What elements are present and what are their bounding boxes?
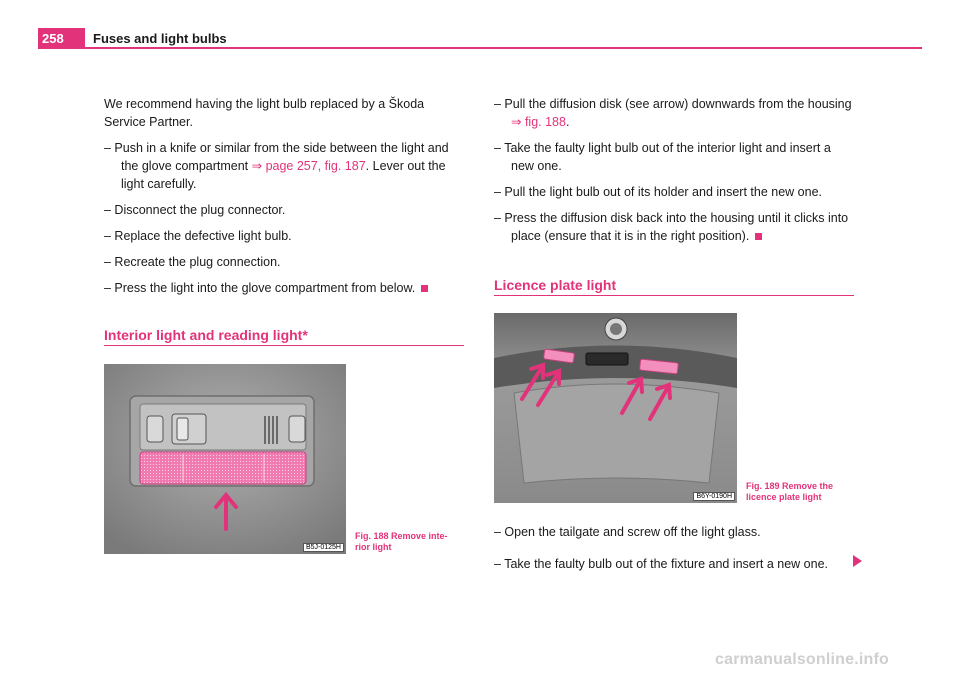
- figure-189-code: B6Y-0190H: [693, 492, 735, 501]
- left-step-5-text: – Press the light into the glove compartment from below.: [104, 281, 416, 295]
- figure-188-caption-line2: rior light: [355, 542, 392, 552]
- left-step-4: – Recreate the plug connection.: [104, 255, 281, 269]
- licence-steps: [494, 523, 856, 581]
- left-step-1: [104, 139, 466, 193]
- section-rule-interior: [104, 345, 464, 346]
- header-title: Fuses and light bulbs: [93, 31, 227, 46]
- figure-189-licence-plate-light: [494, 313, 737, 503]
- page-number: 258: [42, 31, 64, 46]
- right-step-1: [494, 95, 856, 131]
- licence-step-1: – Open the tailgate and screw off the light glass.: [494, 525, 761, 539]
- header-rule: [38, 47, 922, 49]
- right-column: [494, 95, 856, 253]
- right-step-4-text: – Press the diffusion disk back into the housing until it clicks into place (ensure that it is in the right position).: [494, 211, 849, 243]
- figure-189-caption-line2: licence plate light: [746, 492, 822, 502]
- left-step-2: – Disconnect the plug connector.: [104, 203, 286, 217]
- fig-188-link[interactable]: ⇒ fig. 188: [511, 115, 566, 129]
- left-step-3: – Replace the defective light bulb.: [104, 229, 292, 243]
- figure-188-interior-light: [104, 364, 346, 554]
- right-step-2: – Take the faulty light bulb out of the interior light and insert a new one.: [494, 141, 831, 173]
- licence-plate-light-illustration: [494, 313, 737, 503]
- section-title-interior-light: Interior light and reading light*: [104, 327, 308, 343]
- left-column: [104, 95, 466, 305]
- figure-189-caption-line1: Fig. 189 Remove the: [746, 481, 834, 491]
- end-marker-icon: [421, 285, 428, 292]
- page-257-link[interactable]: ⇒ page 257, fig. 187: [251, 159, 366, 173]
- interior-light-illustration: [104, 364, 346, 554]
- licence-step-2: – Take the faulty bulb out of the fixture and insert a new one.: [494, 557, 829, 571]
- left-step-5: [104, 279, 466, 297]
- left-step-1-tail: . Lever out the light carefully.: [121, 159, 446, 191]
- section-title-licence-plate-light: Licence plate light: [494, 277, 617, 293]
- continue-arrow-icon: [853, 555, 862, 567]
- figure-188-code: B5J-0125H: [303, 543, 344, 552]
- figure-189-caption: [746, 481, 833, 503]
- right-step-4: [494, 209, 856, 245]
- left-step-1-text: – Push in a knife or similar from the side between the light and the glove compartment: [104, 141, 449, 173]
- figure-188-caption-line1: Fig. 188 Remove inte-: [355, 531, 448, 541]
- right-step-1-tail: .: [565, 115, 570, 129]
- intro-paragraph: We recommend having the light bulb replaced by a Škoda Service Partner.: [104, 97, 425, 129]
- right-step-1-text: – Pull the diffusion disk (see arrow) downwards from the housing: [494, 97, 852, 111]
- watermark: carmanualsonline.info: [715, 651, 890, 668]
- figure-188-caption: [355, 531, 448, 553]
- end-marker-icon: [755, 233, 762, 240]
- section-rule-licence: [494, 295, 854, 296]
- right-step-3: – Pull the light bulb out of its holder and insert the new one.: [494, 185, 822, 199]
